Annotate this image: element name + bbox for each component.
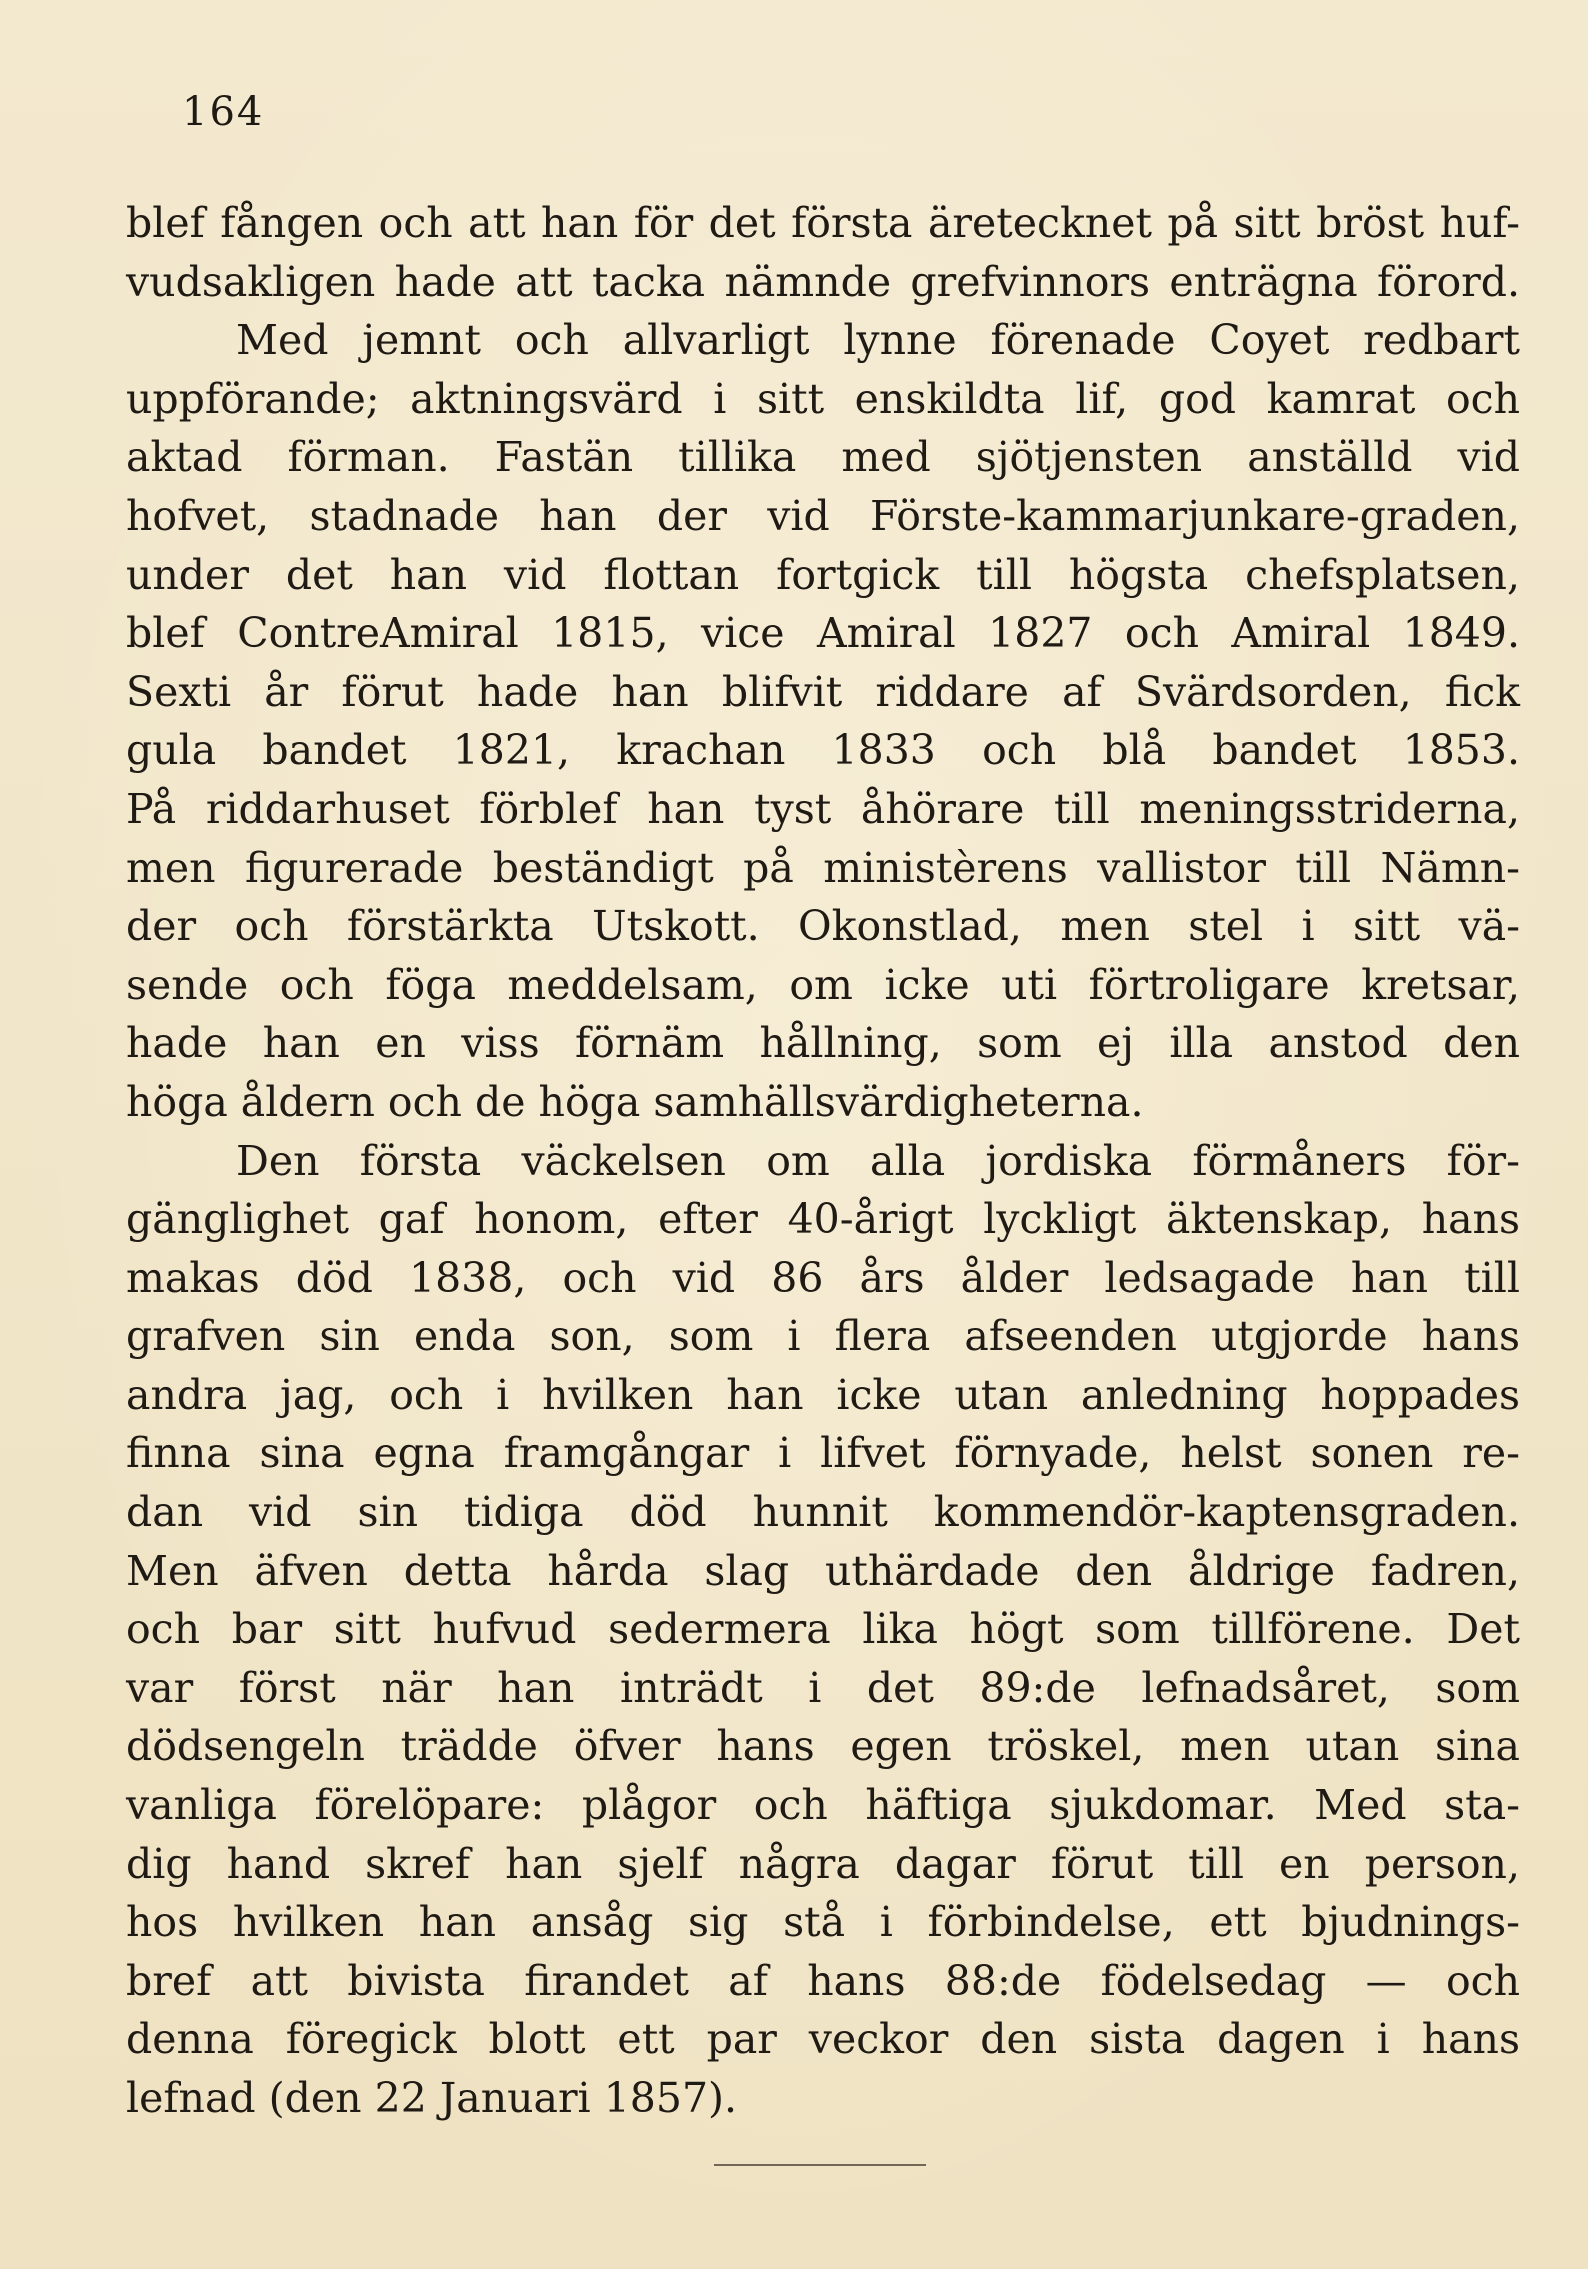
text-line: finna sina egna framgångar i lifvet förnyade, helst sonen re- <box>126 1429 1520 1478</box>
text-line: vanliga förelöpare: plågor och häftiga sjukdomar. Med sta- <box>126 1781 1520 1830</box>
text-line: blef fången och att han för det första äretecknet på sitt bröst huf- <box>126 199 1520 247</box>
text-line: uppförande; aktningsvärd i sitt enskildta lif, god kamrat och <box>126 374 1520 423</box>
text-line: hos hvilken han ansåg sig stå i förbindelse, ett bjudnings- <box>126 1898 1520 1947</box>
text-line: der och förstärkta Utskott. Okonstlad, men stel i sitt vä- <box>126 902 1520 951</box>
text-line: gula bandet 1821, krachan 1833 och blå bandet 1853. <box>126 726 1520 775</box>
text-line: höga åldern och de höga samhällsvärdigheterna. <box>126 1077 1144 1126</box>
text-line: bref att bivista firandet af hans 88:de födelsedag — och <box>126 1956 1520 2005</box>
text-line: dig hand skref han sjelf några dagar förut till en person, <box>126 1839 1520 1888</box>
page-number: 164 <box>182 89 265 135</box>
body-text <box>126 194 1520 2128</box>
text-line: På riddarhuset förblef han tyst åhörare till meningsstriderna, <box>126 784 1520 833</box>
text-line: lefnad (den 22 Januari 1857). <box>126 2074 738 2122</box>
text-line: under det han vid flottan fortgick till högsta chefsplatsen, <box>126 550 1520 599</box>
text-line: sende och föga meddelsam, om icke uti förtroligare kretsar, <box>126 960 1520 1009</box>
text-line: Den första väckelsen om alla jordiska förmåners för- <box>236 1136 1520 1185</box>
text-line: men figurerade beständigt på ministèrens vallistor till Nämn- <box>126 843 1520 892</box>
text-line: hofvet, stadnade han der vid Förste-kammarjunkare-graden, <box>126 491 1520 540</box>
text-line: makas död 1838, och vid 86 års ålder ledsagade han till <box>126 1253 1520 1302</box>
text-line: Sexti år förut hade han blifvit riddare af Svärdsorden, fick <box>126 667 1520 716</box>
text-line: gänglighet gaf honom, efter 40-årigt lyckligt äktenskap, hans <box>126 1195 1520 1244</box>
text-line: blef ContreAmiral 1815, vice Amiral 1827 och Amiral 1849. <box>126 609 1520 658</box>
text-line: var först när han inträdt i det 89:de lefnadsåret, som <box>126 1663 1520 1712</box>
text-line: och bar sitt hufvud sedermera lika högt som tillförene. Det <box>126 1605 1520 1654</box>
text-line: grafven sin enda son, som i flera afseenden utgjorde hans <box>126 1312 1520 1361</box>
text-line: hade han en viss förnäm hållning, som ej illa anstod den <box>126 1019 1520 1068</box>
text-line: dan vid sin tidiga död hunnit kommendör-kaptensgraden. <box>126 1488 1520 1537</box>
text-line: Men äfven detta hårda slag uthärdade den åldrige fadren, <box>126 1546 1520 1595</box>
text-line: denna föregick blott ett par veckor den sista dagen i hans <box>126 2015 1520 2064</box>
text-line: vudsakligen hade att tacka nämnde grefvinnors enträgna förord. <box>126 257 1520 306</box>
section-divider <box>714 2164 926 2166</box>
text-line: dödsengeln trädde öfver hans egen tröskel, men utan sina <box>126 1722 1520 1771</box>
text-line: andra jag, och i hvilken han icke utan anledning hoppades <box>126 1370 1520 1419</box>
text-line: aktad förman. Fastän tillika med sjötjensten anställd vid <box>126 433 1520 482</box>
text-line: Med jemnt och allvarligt lynne förenade Coyet redbart <box>236 316 1520 365</box>
